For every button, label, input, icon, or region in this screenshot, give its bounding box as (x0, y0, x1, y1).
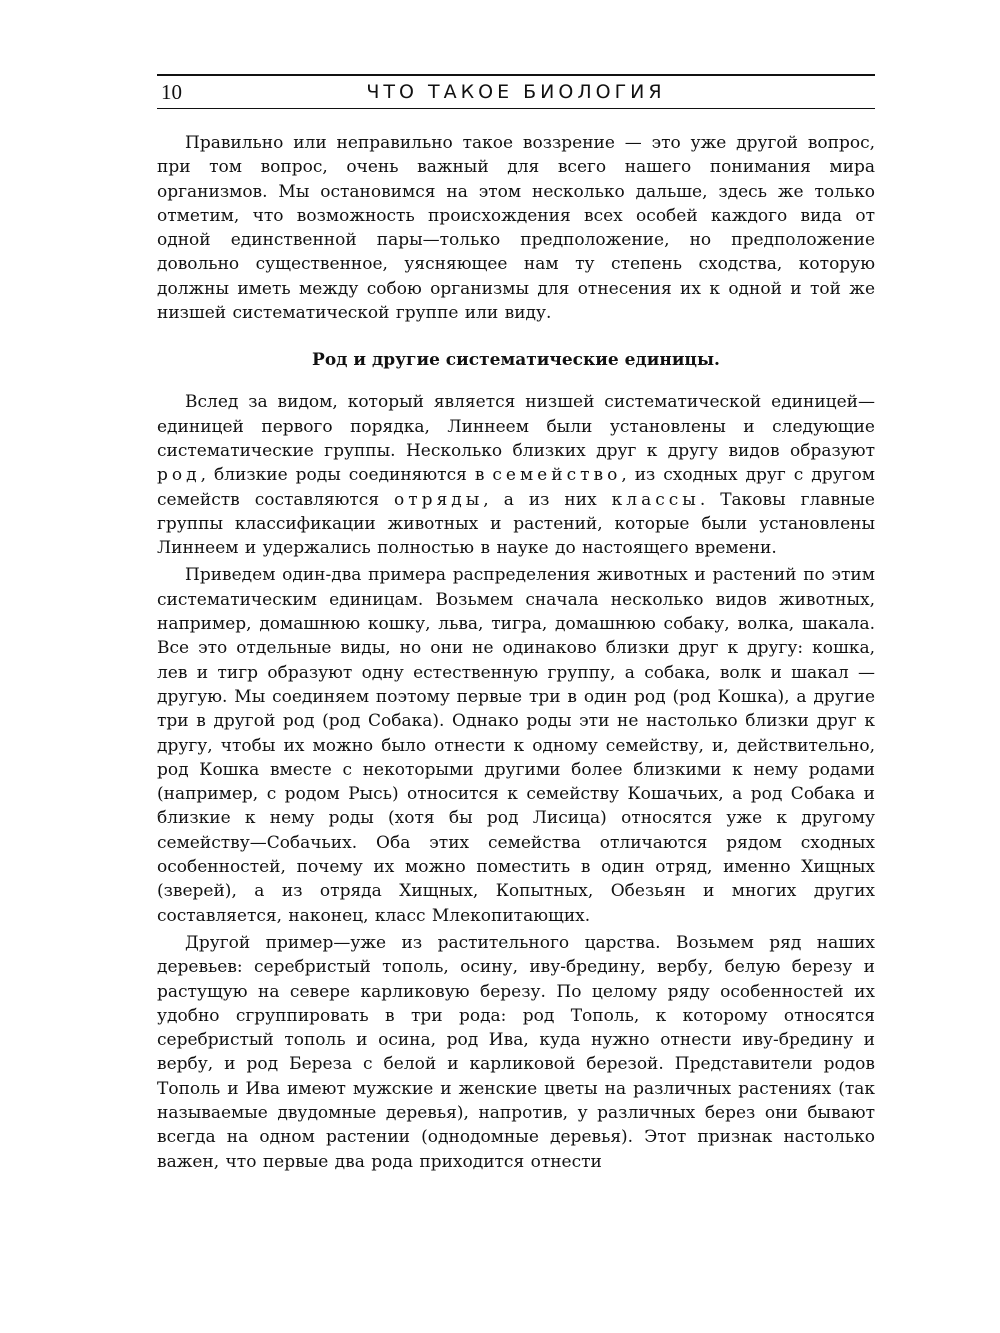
running-header (157, 74, 875, 109)
paragraph-3: Приведем один-два примера распределения животных и растений по этим систематическим единицам. Возьмем сначала несколько видов животных, например, домашнюю кошку, льва, тигра, домашнюю собаку, волка, шакала. Все это отдельные виды, но они не одинаково близки друг к другу: кошка, лев и тигр образуют одну естественную группу, а собака, волк и шакал — другую. Мы соединяем поэтому первые три в один род (род Кошка), а другие три в другой род (род Собака). Однако роды эти не настолько близки друг к другу, чтобы их можно было отнести к одному семейству, и, действительно, род Кошка вместе с некоторыми другими более близкими к нему родами (например, с родом Рысь) относится к семейству Кошачьих, а род Собака и близкие к нему роды (хотя бы род Лисица) относятся уже к другому семейству—Собачьих. Оба этих семейства отличаются рядом сходных особенностей, почему их можно поместить в один отряд, именно Хищных (зверей), а из отряда Хищных, Копытных, Обезьян и многих других составляется, наконец, класс Млекопитающих. (157, 565, 875, 926)
paragraph-1: Правильно или неправильно такое воззрение — это уже другой вопрос, при том вопрос, очень важный для всего нашего понимания мира организмов. Мы остановимся на этом несколько дальше, здесь же только отметим, что возможность происхождения всех особей каждого вида от одной единственной пары—только предположение, но предположение довольно существенное, уясняющее нам ту степень сходства, которую должны иметь между собою организмы для отнесения их к одной и той же низшей систематической группе или виду. (157, 133, 875, 324)
section-heading: Род и другие систематические единицы. (312, 350, 720, 371)
running-title: ЧТО ТАКОЕ БИОЛОГИЯ (366, 81, 666, 103)
paragraph-2-part-4: , а из них (483, 489, 612, 510)
paragraph-2-part-1: Вслед за видом, который является низшей систематической единицей—единицей первого порядка, Линнеем были установлены и следующие систематические группы. Несколько близких друг к другу видов образуют (157, 392, 875, 461)
term-order: отряды (394, 489, 484, 510)
paragraph-2-part-5: . Таковы главные группы классификации животных и растений, которые были установлены Линнеем и удержались полностью в науке до настоящего времени. (157, 489, 875, 559)
book-page (157, 74, 875, 1174)
paragraph-4: Другой пример—уже из растительного царства. Возьмем ряд наших деревьев: серебристый тополь, осину, иву-бредину, вербу, белую березу и растущую на севере карликовую березу. По целому ряду особенностей их удобно сгруппировать в три рода: род Тополь, к которому относятся серебристый тополь и осина, род Ива, куда нужно отнести иву-бредину и вербу, и род Береза с белой и карликовой березой. Представители родов Тополь и Ива имеют мужские и женские цветы на различных растениях (так называемые двудомные деревья), напротив, у различных берез они бывают всегда на одном растении (однодомные деревья). Этот признак настолько важен, что первые два рода приходится отнести (157, 932, 875, 1172)
paragraph-2 (157, 390, 875, 560)
paragraph-2-part-3: , из сходных друг с другом семейств составляются (157, 465, 875, 510)
page-number: 10 (161, 80, 182, 104)
term-family: семейство (492, 465, 622, 486)
body-text (157, 131, 875, 1174)
term-genus: род (157, 465, 201, 486)
term-class: классы (611, 489, 700, 510)
paragraph-2-part-2: , близкие роды соединяются в (200, 465, 493, 486)
